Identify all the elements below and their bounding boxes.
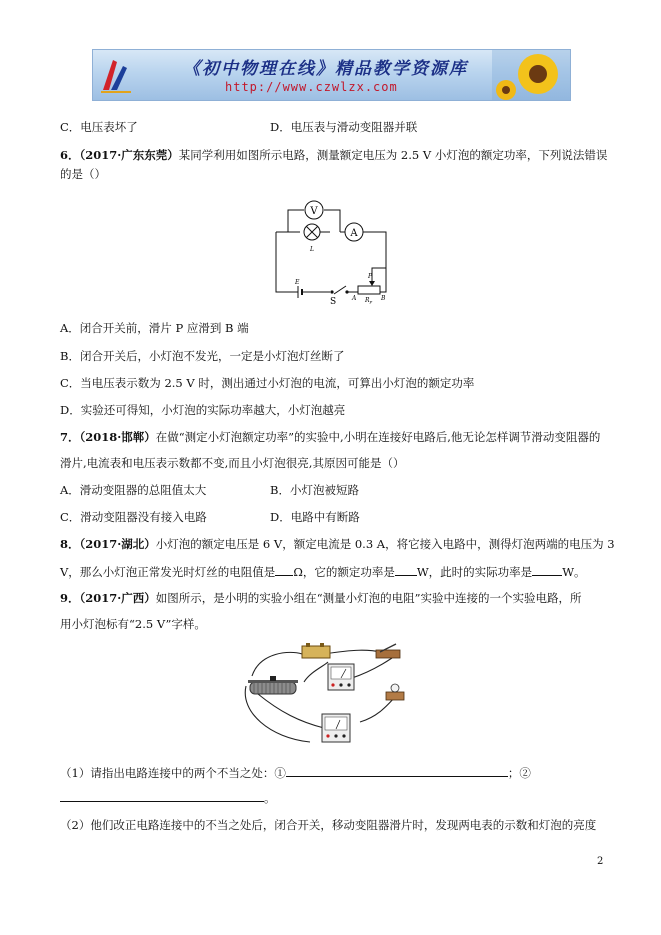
q7-option-a: A．滑动变阻器的总阻值太大 bbox=[60, 483, 207, 497]
q6-option-b: B．闭合开关后，小灯泡不发光，一定是小灯泡灯丝断了 bbox=[60, 349, 345, 363]
q9-apparatus-diagram bbox=[240, 642, 420, 748]
q6-stem-line1 bbox=[60, 147, 607, 163]
q9-blank-issue-1[interactable] bbox=[286, 764, 508, 777]
q8-number: 8． bbox=[60, 537, 80, 551]
switch-label: S bbox=[330, 297, 337, 306]
q7-option-b: B．小灯泡被短路 bbox=[270, 483, 359, 497]
rheostat-label: $R_P$ bbox=[365, 297, 373, 305]
q8-blank-rated-power[interactable] bbox=[395, 563, 417, 576]
q7-stem-line1 bbox=[60, 429, 600, 445]
q8-source: （2017·湖北） bbox=[79, 537, 156, 551]
banner-url: http://www.czwlzx.com bbox=[225, 80, 398, 94]
q5-option-d: D．电压表与滑动变阻器并联 bbox=[270, 120, 418, 134]
q9-sub1-line1: （1）请指出电路连接中的两个不当之处：① ；② bbox=[60, 766, 531, 780]
q8-blank-resistance[interactable] bbox=[275, 563, 293, 576]
q8-stem-line2: V，那么小灯泡正常发光时灯丝的电阻值是 Ω，它的额定功率是 W，此时的实际功率是 W。 bbox=[60, 565, 586, 579]
q6-stem-line2: 的是（） bbox=[60, 167, 106, 181]
q7-source: （2018·邯郸） bbox=[79, 430, 156, 444]
q9-number: 9． bbox=[60, 591, 80, 605]
page-number: 2 bbox=[597, 856, 604, 867]
q7-number: 7． bbox=[60, 430, 80, 444]
q9-source: （2017·广西） bbox=[79, 591, 156, 605]
q5-option-c: C．电压表坏了 bbox=[60, 120, 138, 134]
q6-stem: 某同学利用如图所示电路，测量额定电压为 2.5 V 小灯泡的额定功率，下列说法错误 bbox=[178, 148, 608, 162]
voltmeter-label: V bbox=[310, 206, 318, 217]
q6-option-d: D．实验还可得知，小灯泡的实际功率越大，小灯泡越亮 bbox=[60, 403, 346, 417]
header-banner bbox=[92, 49, 571, 101]
q9-stem-line1 bbox=[60, 590, 582, 606]
q7-option-d: D．电路中有断路 bbox=[270, 510, 360, 524]
ammeter-label: A bbox=[350, 228, 358, 239]
battery-label: E bbox=[295, 279, 300, 286]
q9-sub2: （2）他们改正电路连接中的不当之处后，闭合开关，移动变阻器滑片时，发现两电表的示数和灯泡的亮度 bbox=[60, 818, 597, 832]
q6-option-a: A．闭合开关前，滑片 P 应滑到 B 端 bbox=[60, 321, 249, 335]
banner-title: 《初中物理在线》精品教学资源库 bbox=[183, 59, 468, 79]
logo-icon bbox=[99, 56, 133, 94]
q7-option-c: C．滑动变阻器没有接入电路 bbox=[60, 510, 207, 524]
q6-number: 6． bbox=[60, 148, 80, 162]
rheostat-end-b-label: B bbox=[381, 295, 386, 302]
sunflower-icon bbox=[492, 50, 570, 100]
q6-source: （2017·广东东莞） bbox=[79, 148, 179, 162]
rheostat-end-a-label: A bbox=[352, 295, 357, 302]
q7-stem-line2: 滑片,电流表和电压表示数都不变,而且小灯泡很亮,其原因可能是（） bbox=[60, 456, 405, 470]
lamp-label: L bbox=[310, 246, 314, 253]
q7-stem: 在做“测定小灯泡额定功率”的实验中,小明在连接好电路后,他无论怎样调节滑动变阻器的 bbox=[155, 430, 601, 444]
q9-sub1-line2: 。 bbox=[60, 789, 276, 806]
q9-stem-line2: 用小灯泡标有“2.5 V”字样。 bbox=[60, 617, 206, 631]
q8-stem-line1 bbox=[60, 536, 615, 552]
q8-blank-actual-power[interactable] bbox=[532, 563, 562, 576]
q9-stem: 如图所示，是小明的实验小组在“测量小灯泡的电阻”实验中连接的一个实验电路，所 bbox=[155, 591, 582, 605]
q8-stem: 小灯泡的额定电压是 6 V，额定电流是 0.3 A，将它接入电路中，测得灯泡两端的电压为 3 bbox=[155, 537, 615, 551]
slider-label: P bbox=[368, 273, 373, 280]
q9-blank-issue-2[interactable] bbox=[60, 789, 264, 802]
q6-option-c: C．当电压表示数为 2.5 V 时，测出通过小灯泡的电流，可算出小灯泡的额定功率 bbox=[60, 376, 475, 390]
q6-circuit-diagram bbox=[268, 198, 396, 306]
